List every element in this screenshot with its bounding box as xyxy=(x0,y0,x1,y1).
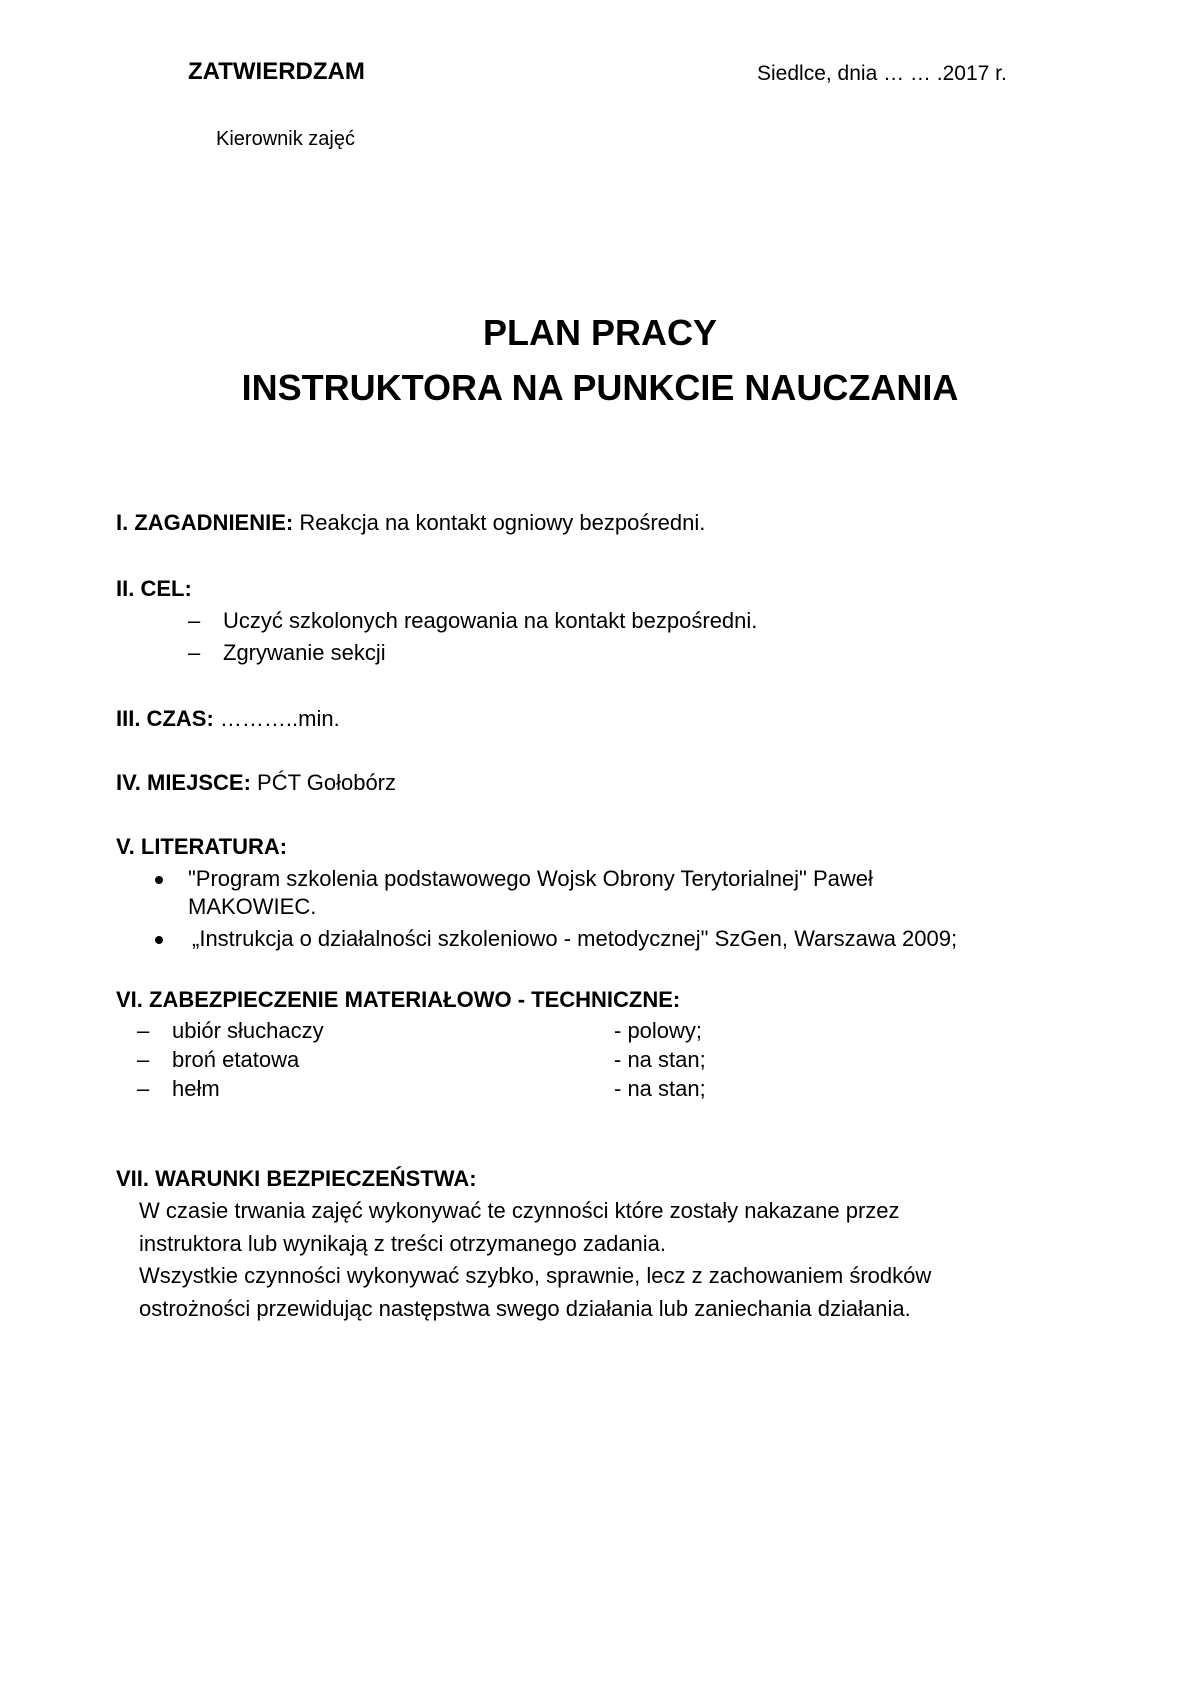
section-place-text: PĆT Gołobórz xyxy=(250,770,397,795)
approver-role: Kierownik zajęć xyxy=(216,128,355,150)
approval-heading: ZATWIERDZAM xyxy=(188,58,365,85)
section-topic-text: Reakcja na kontakt ogniowy bezpośredni. xyxy=(293,510,706,535)
goal-item-text: Uczyć szkolonych reagowania na kontakt bezpośredni. xyxy=(223,608,758,633)
section-place-label: IV. MIEJSCE: xyxy=(116,770,251,795)
safety-text-line: instruktora lub wynikają z treści otrzymanego zadania. xyxy=(139,1231,667,1256)
dash-marker: – xyxy=(188,608,201,633)
document-title-line1: PLAN PRACY xyxy=(482,312,718,353)
equipment-item: ubiór słuchaczy xyxy=(172,1018,324,1043)
equipment-value: - na stan; xyxy=(614,1047,706,1072)
section-literature-label: V. LITERATURA: xyxy=(116,834,288,859)
literature-item-2: „Instrukcja o działalności szkoleniowo - metodycznej" SzGen, Warszawa 2009; xyxy=(192,926,958,951)
section-topic xyxy=(116,510,705,536)
goal-item xyxy=(188,608,757,634)
section-time-text: ………..min. xyxy=(213,706,340,731)
section-goal-label: II. CEL: xyxy=(116,576,192,601)
dash-marker: – xyxy=(137,1018,150,1043)
safety-text-line: Wszystkie czynności wykonywać szybko, sprawnie, lecz z zachowaniem środków xyxy=(139,1263,932,1288)
section-time xyxy=(116,706,340,732)
bullet-icon xyxy=(155,936,163,944)
goal-item xyxy=(188,640,386,666)
place-date: Siedlce, dnia … … .2017 r. xyxy=(757,62,1007,85)
safety-text-line: W czasie trwania zajęć wykonywać te czynności które zostały nakazane przez xyxy=(139,1198,900,1223)
section-equipment-label: VI. ZABEZPIECZENIE MATERIAŁOWO - TECHNICZNE: xyxy=(116,987,681,1012)
equipment-item: broń etatowa xyxy=(172,1047,300,1072)
section-topic-label: I. ZAGADNIENIE: xyxy=(116,510,294,535)
section-safety-label: VII. WARUNKI BEZPIECZEŃSTWA: xyxy=(116,1166,477,1191)
literature-item-1-line1: "Program szkolenia podstawowego Wojsk Obrony Terytorialnej" Paweł xyxy=(188,866,873,891)
equipment-item: hełm xyxy=(172,1076,220,1101)
goal-item-text: Zgrywanie sekcji xyxy=(223,640,386,665)
section-time-label: III. CZAS: xyxy=(116,706,214,731)
literature-item-1-line2: MAKOWIEC. xyxy=(188,894,317,919)
section-place xyxy=(116,770,396,796)
dash-marker: – xyxy=(137,1076,150,1101)
bullet-icon xyxy=(155,876,163,884)
equipment-value: - na stan; xyxy=(614,1076,706,1101)
safety-text-line: ostrożności przewidując następstwa swego działania lub zaniechania działania. xyxy=(139,1296,911,1321)
dash-marker: – xyxy=(188,640,201,665)
equipment-value: - polowy; xyxy=(614,1018,703,1043)
document-title-line2: INSTRUKTORA NA PUNKCIE NAUCZANIA xyxy=(241,367,959,408)
dash-marker: – xyxy=(137,1047,150,1072)
